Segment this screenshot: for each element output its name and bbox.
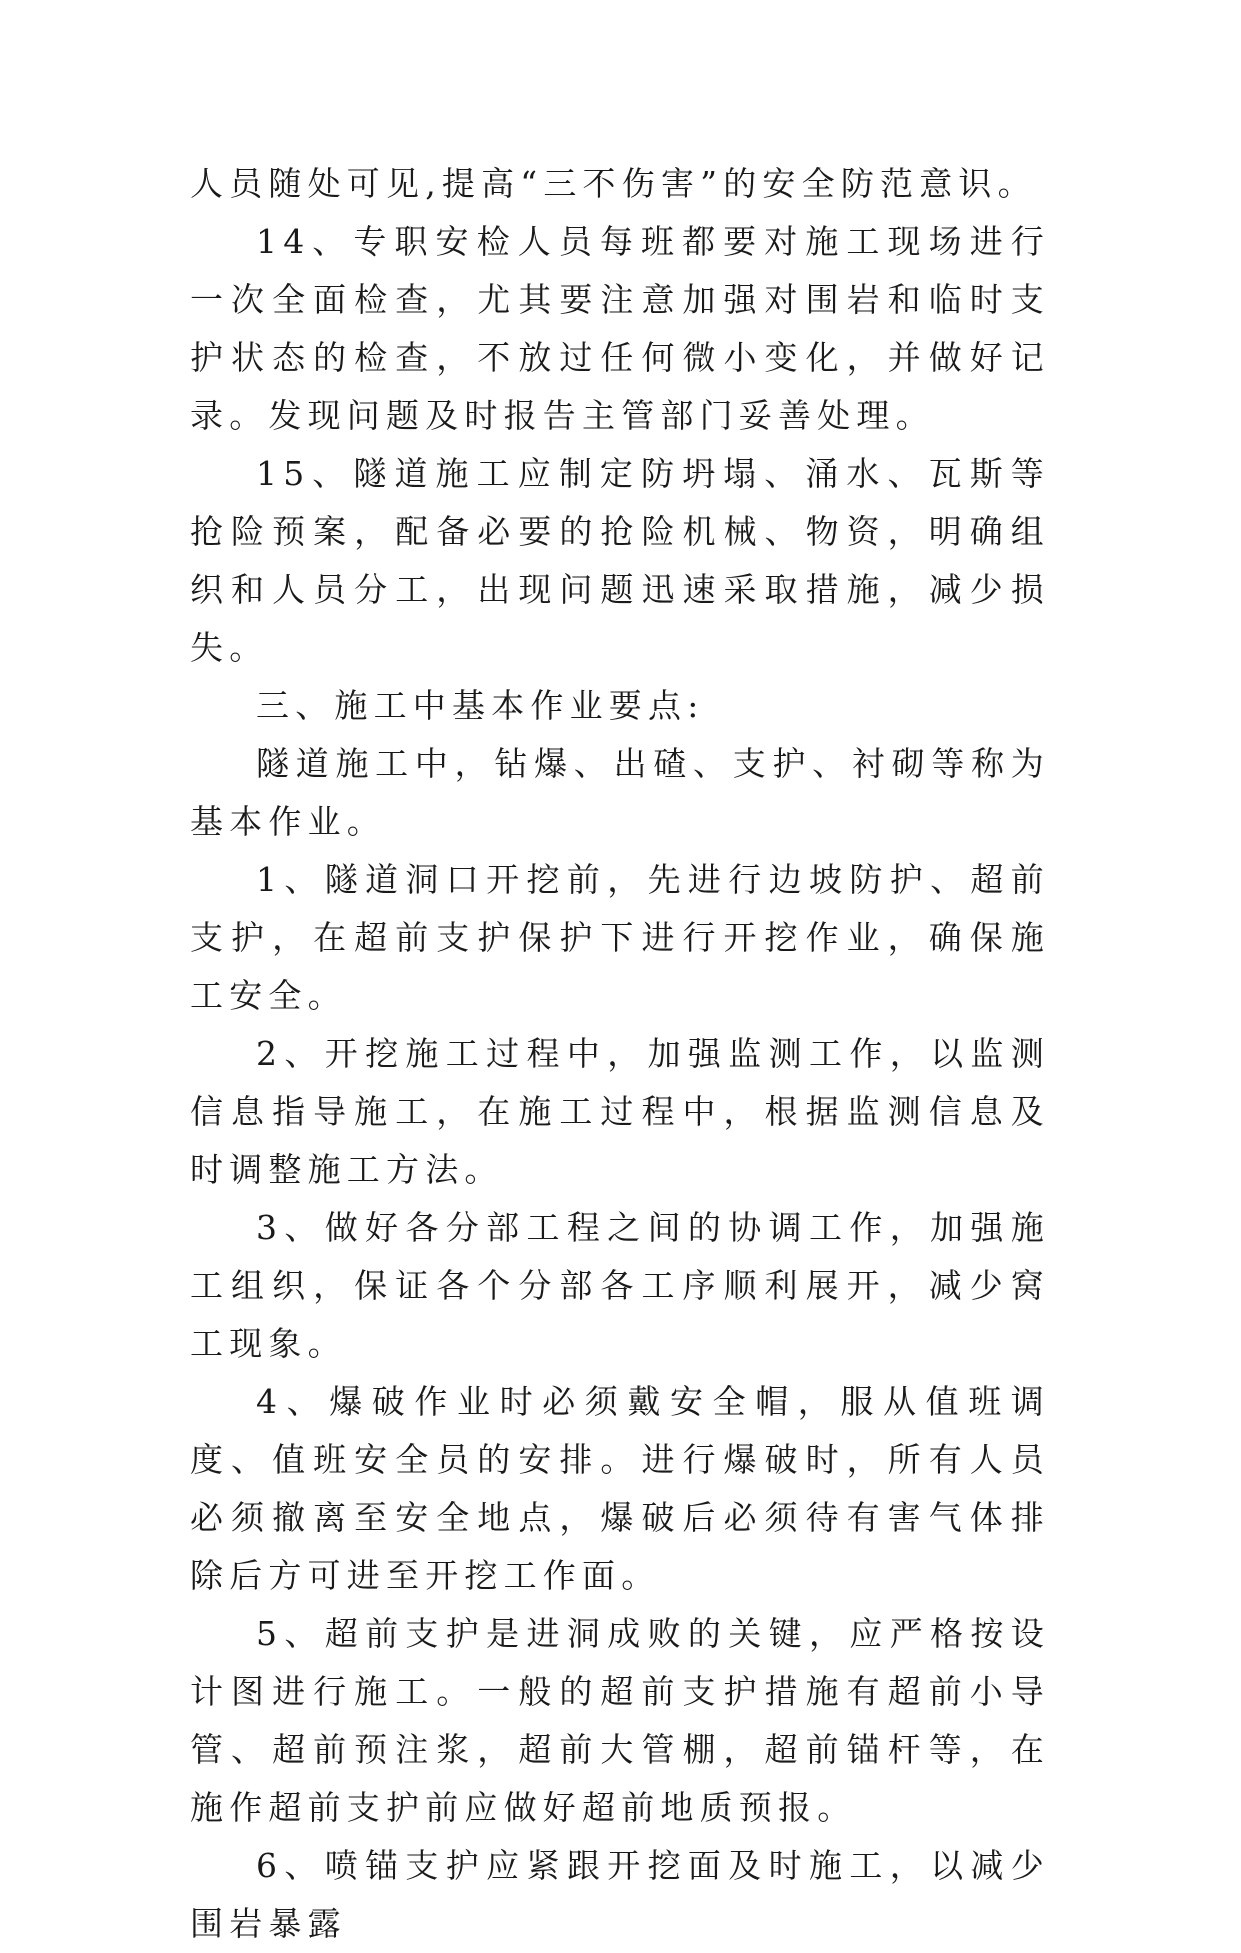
document-body [190, 155, 1050, 1953]
paragraph-item-15: 15、隧道施工应制定防坍塌、涌水、瓦斯等抢险预案，配备必要的抢险机械、物资，明确组织和人员分工，出现问题迅速采取措施，减少损失。 [190, 454, 1050, 667]
paragraph-item-4: 4、爆破作业时必须戴安全帽，服从值班调度、值班安全员的安排。进行爆破时，所有人员必须撤离至安全地点，爆破后必须待有害气体排除后方可进至开挖工作面。 [190, 1382, 1050, 1595]
paragraph-continuation: 人员随处可见,提高“三不伤害”的安全防范意识。 [190, 164, 1037, 203]
paragraph-item-6: 6、喷锚支护应紧跟开挖面及时施工，以减少围岩暴露 [190, 1846, 1050, 1943]
paragraph-item-3: 3、做好各分部工程之间的协调工作，加强施工组织，保证各个分部各工序顺利展开，减少窝工现象。 [190, 1208, 1050, 1363]
paragraph-item-5: 5、超前支护是进洞成败的关键，应严格按设计图进行施工。一般的超前支护措施有超前小导管、超前预注浆，超前大管棚，超前锚杆等，在施作超前支护前应做好超前地质预报。 [190, 1614, 1050, 1827]
paragraph-item-14: 14、专职安检人员每班都要对施工现场进行一次全面检查，尤其要注意加强对围岩和临时支护状态的检查，不放过任何微小变化，并做好记录。发现问题及时报告主管部门妥善处理。 [190, 222, 1050, 435]
paragraph-intro: 隧道施工中，钻爆、出碴、支护、衬砌等称为基本作业。 [190, 744, 1050, 841]
section-heading-3: 三、施工中基本作业要点: [256, 686, 705, 725]
paragraph-item-1: 1、隧道洞口开挖前，先进行边坡防护、超前支护，在超前支护保护下进行开挖作业，确保施工安全。 [190, 860, 1050, 1015]
paragraph-item-2: 2、开挖施工过程中，加强监测工作，以监测信息指导施工，在施工过程中，根据监测信息及时调整施工方法。 [190, 1034, 1050, 1189]
